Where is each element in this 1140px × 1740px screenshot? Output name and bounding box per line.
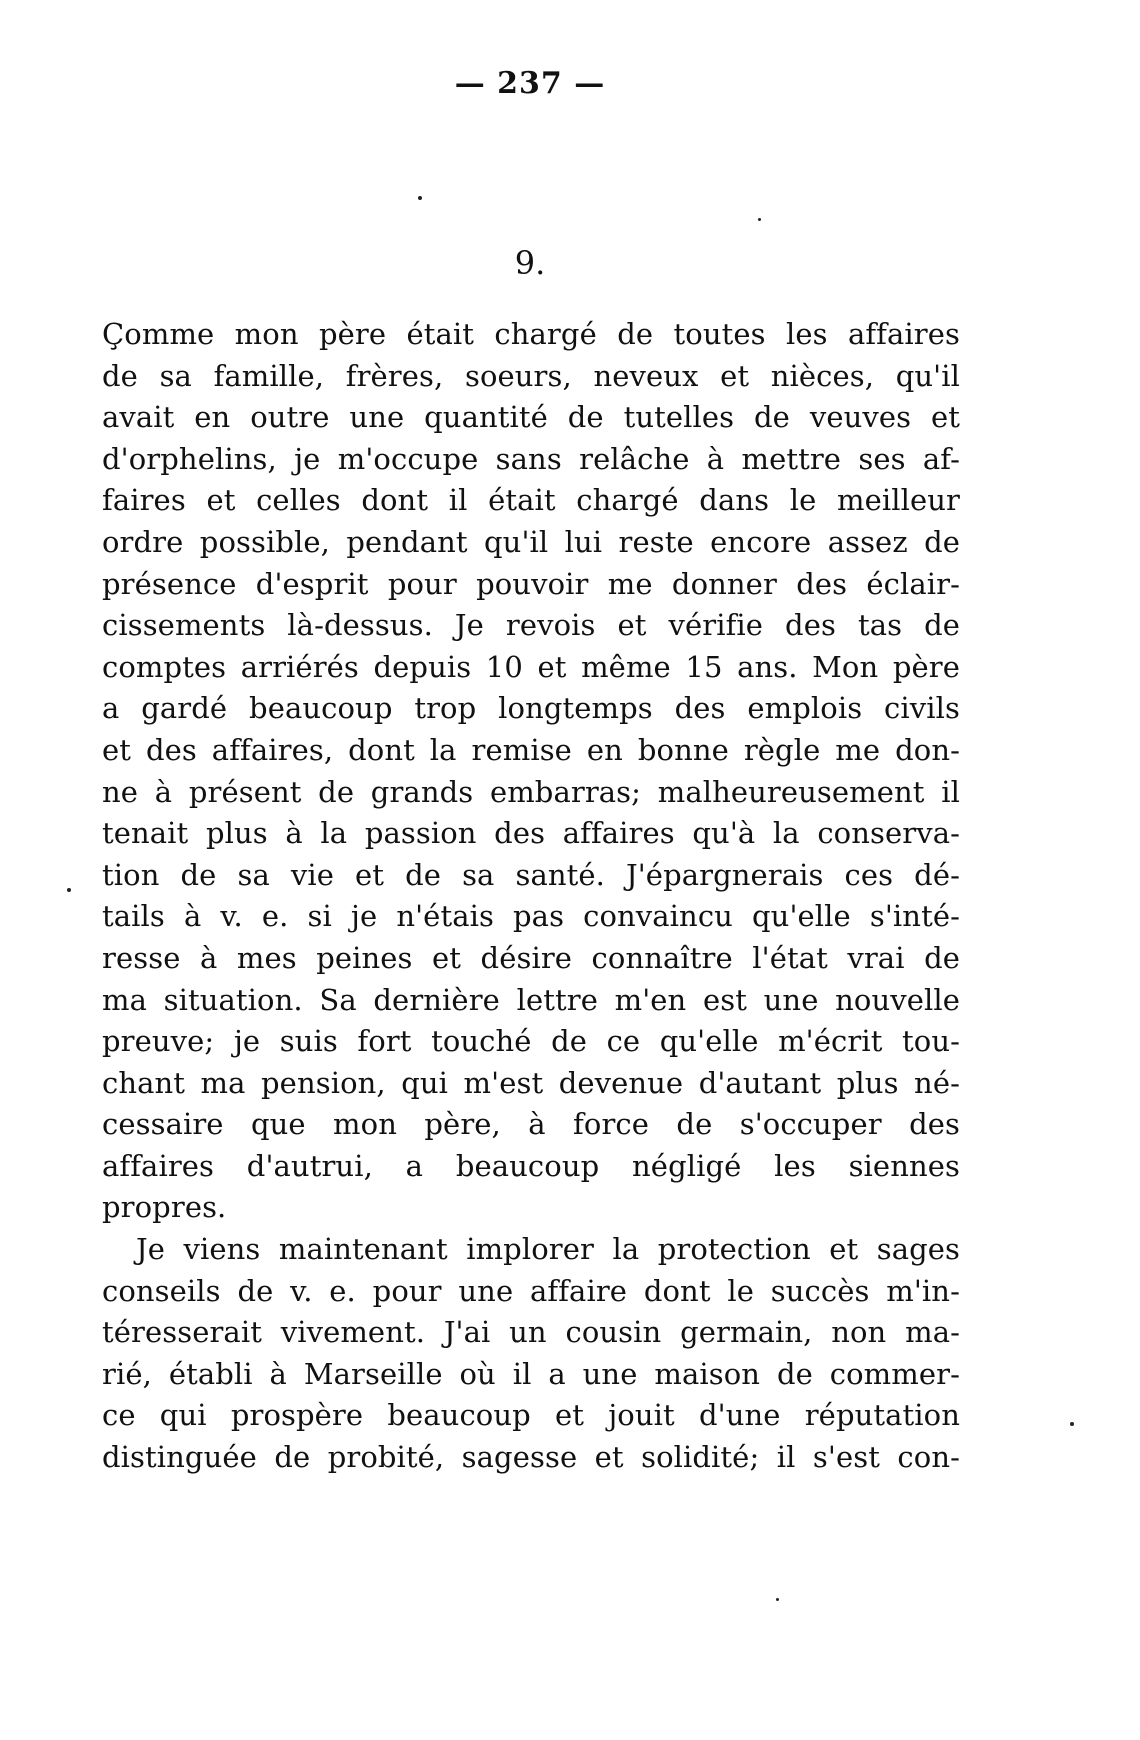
section-number: 9. [514, 244, 546, 282]
text-line: de sa famille, frères, soeurs, neveux et nièces, qu'il [102, 358, 960, 393]
scan-speck [776, 1598, 779, 1601]
text-line: distinguée de probité, sagesse et solidité; il s'est con- [102, 1440, 960, 1475]
text-line: d'orphelins, je m'occupe sans relâche à mettre ses af- [102, 441, 960, 476]
text-line: avait en outre une quantité de tutelles de veuves et [102, 400, 960, 435]
scan-speck [1070, 1422, 1074, 1426]
text-line: Çomme mon père était chargé de toutes les affaires [102, 317, 960, 351]
text-line: Je viens maintenant implorer la protection et sages [136, 1232, 960, 1267]
text-line: tails à v. e. si je n'étais pas convaincu qu'elle s'inté- [102, 899, 960, 934]
text-line: resse à mes peines et désire connaître l'état vrai de [102, 940, 960, 975]
text-line: et des affaires, dont la remise en bonne règle me don- [102, 732, 960, 767]
scan-speck [758, 218, 761, 221]
text-line: ma situation. Sa dernière lettre m'en est une nouvelle [102, 982, 960, 1017]
text-line: rié, établi à Marseille où il a une maison de commer- [102, 1356, 960, 1391]
text-line: téresserait vivement. J'ai un cousin germain, non ma- [102, 1315, 960, 1350]
text-line: conseils de v. e. pour une affaire dont le succès m'in- [102, 1273, 960, 1308]
text-line: comptes arriérés depuis 10 et même 15 ans. Mon père [102, 649, 960, 684]
text-line: tion de sa vie et de sa santé. J'épargnerais ces dé- [102, 857, 960, 892]
text-line: a gardé beaucoup trop longtemps des emplois civils [102, 691, 960, 726]
text-line: cissements là-dessus. Je revois et vérifie des tas de [102, 608, 960, 643]
page-number: — 237 — [454, 66, 606, 101]
text-line: cessaire que mon père, à force de s'occuper des [102, 1107, 960, 1142]
text-line: chant ma pension, qui m'est devenue d'autant plus né- [102, 1065, 960, 1100]
text-line: ne à présent de grands embarras; malheureusement il [102, 774, 960, 809]
letter-body [102, 314, 960, 1479]
text-line: ce qui prospère beaucoup et jouit d'une réputation [102, 1398, 960, 1433]
scan-speck [418, 196, 422, 200]
text-line: présence d'esprit pour pouvoir me donner des éclair- [102, 566, 960, 601]
text-line: ordre possible, pendant qu'il lui reste encore assez de [102, 524, 960, 559]
text-line: tenait plus à la passion des affaires qu'à la conserva- [102, 816, 960, 851]
scan-speck [67, 888, 71, 892]
text-line: propres. [102, 1190, 227, 1225]
text-line: affaires d'autrui, a beaucoup négligé les siennes [102, 1148, 960, 1183]
text-line: preuve; je suis fort touché de ce qu'elle m'écrit tou- [102, 1024, 960, 1059]
text-line: faires et celles dont il était chargé dans le meilleur [102, 483, 960, 518]
